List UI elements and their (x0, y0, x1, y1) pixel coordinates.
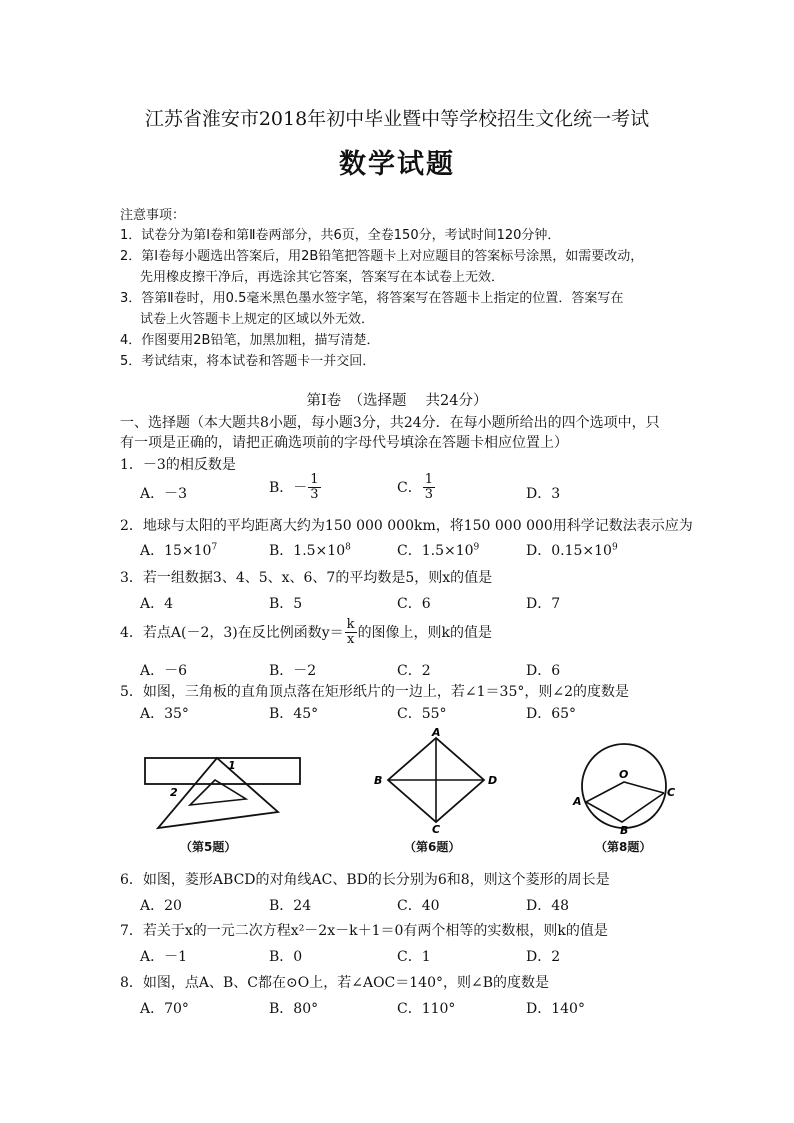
point-b-label: B (620, 824, 629, 837)
note-item: 5．考试结束，将本试卷和答题卡一并交回． (120, 354, 376, 369)
option-a: A．－6 (140, 663, 188, 679)
note-item: 2．第Ⅰ卷每小题选出答案后，用2B铅笔把答题卡上对应题目的答案标号涂黑，如需要改动， (120, 249, 644, 264)
option-b: B．45° (269, 706, 319, 722)
option-c: C．$1.5\times 10^9$ (397, 542, 480, 559)
option-a: A．35° (140, 706, 189, 722)
option-d: D．7 (526, 596, 561, 612)
vertex-a-label: A (432, 726, 441, 739)
option-d: D．$0.15\times 10^9$ (526, 542, 618, 559)
option-b: B．5 (269, 596, 303, 612)
question-stem: 5．如图，三角板的直角顶点落在矩形纸片的一边上，若∠1＝35°，则∠2的度数是 (120, 684, 629, 700)
option-d: D．6 (526, 663, 561, 679)
angle-2-label: 2 (170, 786, 178, 799)
question-stem: 3．若一组数据3、4、5、x、6、7的平均数是5，则x的值是 (120, 570, 493, 586)
exam-title: 江苏省淮安市2018年初中毕业暨中等学校招生文化统一考试 (144, 108, 650, 130)
section-instructions: 有一项是正确的，请把正确选项前的字母代号填涂在答题卡相应位置上） (120, 435, 568, 451)
point-a-label: A (573, 795, 582, 808)
option-d: D．140° (526, 1001, 585, 1017)
figure-5-caption: （第5题） (180, 840, 237, 854)
option-b: B．0 (269, 949, 303, 965)
notes-heading: 注意事项： (120, 208, 186, 223)
figure-5-diagram (140, 750, 310, 832)
option-a: A．$15\times 10^7$ (140, 542, 218, 559)
option-b: B．$1.5\times 10^8$ (269, 542, 351, 559)
figure-6-caption: （第6题） (404, 840, 461, 854)
circle-o (582, 744, 666, 828)
question-stem: 2．地球与太阳的平均距离大约为150 000 000km，将150 000 000用科学记数法表示应为 (120, 518, 693, 534)
figure-8-caption: （第8题） (595, 840, 652, 854)
option-c: C．6 (397, 596, 431, 612)
section-title: 第Ⅰ卷 （选择题 共24分） (306, 393, 488, 409)
option-c: C．40 (397, 898, 440, 914)
option-b: B．80° (269, 1001, 319, 1017)
note-item: 4．作图要用2B铅笔，加黑加粗，描写清楚． (120, 333, 380, 348)
option-c: C．2 (397, 663, 431, 679)
note-item: 3．答第Ⅱ卷时，用0.5毫米黑色墨水签字笔，将答案写在答题卡上指定的位置．答案写在 (120, 291, 624, 306)
question-stem: 6．如图，菱形ABCD的对角线AC、BD的长分别为6和8，则这个菱形的周长是 (120, 872, 610, 888)
option-c: C．110° (397, 1001, 456, 1017)
note-item: 1．试卷分为第Ⅰ卷和第Ⅱ卷两部分，共6页，全卷150分，考试时间120分钟． (120, 228, 561, 243)
option-d: D．3 (526, 486, 561, 502)
option-b: B．24 (269, 898, 312, 914)
option-d: D．2 (526, 949, 561, 965)
radii-oa-oc (586, 782, 664, 802)
note-item: 先用橡皮擦干净后，再选涂其它答案，答案写在本试卷上无效． (140, 270, 505, 285)
vertex-b-label: B (374, 774, 383, 787)
option-c: C．55° (397, 706, 447, 722)
vertex-d-label: D (488, 774, 498, 787)
option-a: A．70° (140, 1001, 189, 1017)
option-a: A．20 (140, 898, 182, 914)
figure-6-diagram (370, 726, 506, 834)
figure-8-diagram (570, 738, 680, 838)
vertex-c-label: C (432, 823, 441, 834)
angle-1-label: 1 (228, 759, 236, 772)
note-item: 试卷上火答题卡上规定的区域以外无效． (140, 312, 375, 327)
question-stem: 1．－3的相反数是 (120, 457, 236, 473)
option-b: B．－2 (269, 663, 317, 679)
option-d: D．48 (526, 898, 570, 914)
point-c-label: C (667, 786, 676, 799)
section-instructions: 一、选择题（本大题共8小题，每小题3分，共24分．在每小题所给出的四个选项中，只 (120, 415, 660, 431)
option-c: C． $\frac{1}{3}$ (397, 472, 433, 502)
option-d: D．65° (526, 706, 577, 722)
option-c: C．1 (397, 949, 431, 965)
option-a: A．－1 (140, 949, 188, 965)
option-a: A．4 (140, 596, 174, 612)
center-o-label: O (619, 768, 629, 781)
option-a: A．－3 (140, 486, 188, 502)
question-stem: 8．如图，点A、B、C都在⊙O上，若∠AOC＝140°，则∠B的度数是 (120, 975, 549, 991)
option-b: B．－ $\frac{1}{3}$ (269, 472, 319, 502)
question-stem: 4．若点A(－2，3)在反比例函数y＝ $\frac{k}{x}$ 的图像上，则k的值是 (120, 617, 493, 647)
subject-title: 数学试题 (339, 149, 455, 180)
question-stem: 7．若关于x的一元二次方程x²－2x－k＋1＝0有两个相等的实数根，则k的值是 (120, 923, 608, 939)
